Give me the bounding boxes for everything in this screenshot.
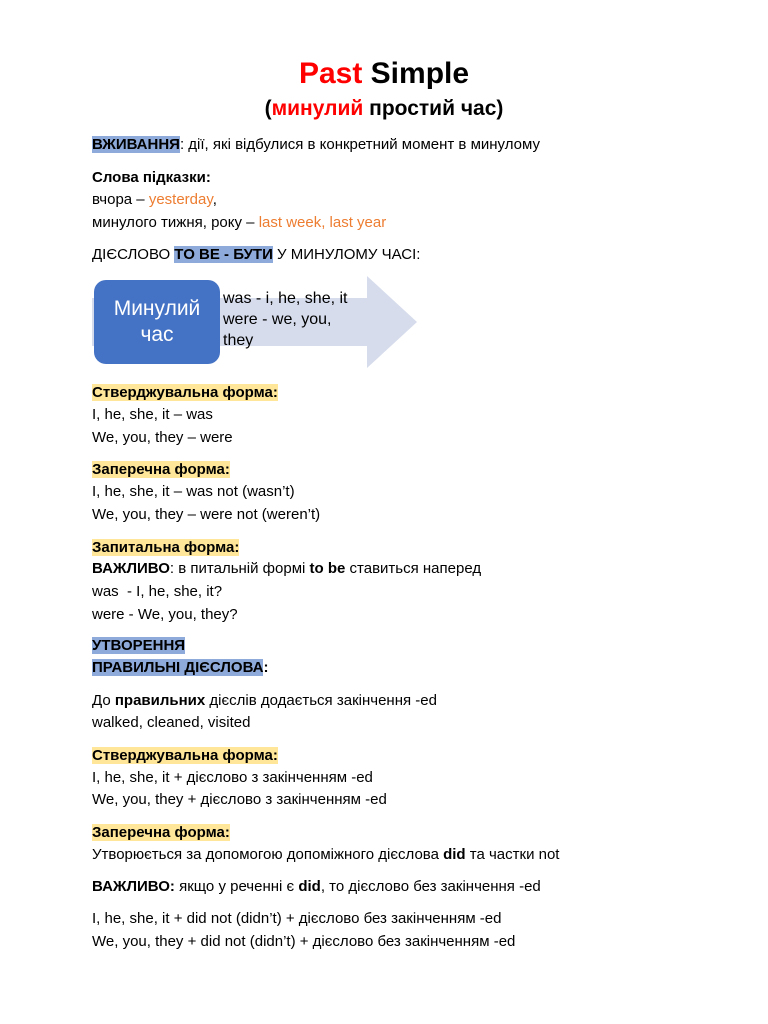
- to-be-suffix: У МИНУЛОМУ ЧАСІ:: [272, 246, 421, 263]
- to-be-prefix: ДІЄСЛОВО: [92, 246, 175, 263]
- question-line-2: were - We, you, they?: [92, 606, 238, 623]
- important-2-rule: [92, 877, 541, 897]
- regular-rule: [92, 691, 437, 711]
- negative-1-line-2: We, you, they – were not (weren’t): [92, 506, 321, 523]
- formation-heading: [92, 636, 185, 656]
- hints-line-1: [92, 190, 217, 210]
- question-to-be: to be: [309, 560, 346, 577]
- affirmative-1-label: Стверджувальна форма:: [92, 384, 278, 401]
- hint-last-week: last week, last year: [258, 214, 387, 231]
- title-past: Past: [298, 57, 363, 90]
- question-text-b: ставиться наперед: [345, 560, 482, 577]
- arrow-text: [223, 288, 348, 351]
- negative-2-text-a: Утворюється за допомогою допоміжного дієслова: [92, 846, 444, 863]
- affirmative-1-line-2: We, you, they – were: [92, 429, 233, 446]
- important-2-label: ВАЖЛИВО:: [92, 878, 175, 895]
- usage-line: [92, 135, 540, 155]
- arrow-line-1: was - i, he, she, it: [223, 290, 348, 307]
- subtitle-open: (: [264, 97, 272, 120]
- question-text-a: : в питальній формі: [169, 560, 310, 577]
- question-important: ВАЖЛИВО: [92, 560, 170, 577]
- regular-prefix: До: [92, 692, 115, 709]
- negative-2-label: Заперечна форма:: [92, 824, 230, 841]
- negative-1-label: Заперечна форма:: [92, 461, 230, 478]
- negative-2-rule: [92, 845, 559, 865]
- usage-text: : дії, які відбулися в конкретний момент в минулому: [179, 136, 540, 153]
- box-line-2: час: [140, 323, 174, 346]
- question-heading: [92, 538, 239, 558]
- negative-1-line-1: I, he, she, it – was not (wasn’t): [92, 483, 295, 500]
- question-line-1: was - I, he, she, it?: [92, 583, 223, 600]
- negative-2-did: did: [443, 846, 466, 863]
- regular-suffix: дієслів додається закінчення -ed: [205, 692, 437, 709]
- to-be-highlight: TO BE - БУТИ: [174, 246, 273, 263]
- hint-1-prefix: вчора –: [92, 191, 149, 208]
- arrow-line-3: they: [223, 332, 254, 349]
- hint-1-suffix: ,: [212, 191, 217, 208]
- negative-1-heading: [92, 460, 230, 480]
- affirmative-1-line-1: I, he, she, it – was: [92, 406, 213, 423]
- negative-2-text-b: та частки not: [465, 846, 560, 863]
- affirmative-2-label: Стверджувальна форма:: [92, 747, 278, 764]
- past-tense-diagram: [92, 276, 422, 368]
- affirmative-2-line-2: We, you, they + дієслово з закінченням -ed: [92, 791, 387, 808]
- box-line-1: Минулий: [113, 297, 201, 320]
- affirmative-1-heading: [92, 383, 278, 403]
- negative-example-2: We, you, they + did not (didn’t) + дієслово без закінченням -ed: [92, 933, 516, 950]
- affirmative-2-heading: [92, 746, 278, 766]
- past-time-box: [94, 280, 220, 364]
- important-2-text-a: якщо у реченні є: [174, 878, 299, 895]
- formation-label: УТВОРЕННЯ: [92, 637, 186, 654]
- hint-yesterday: yesterday: [148, 191, 213, 208]
- regular-bold: правильних: [114, 692, 206, 709]
- hints-label: Слова підказки:: [92, 169, 211, 186]
- regular-verbs-label: ПРАВИЛЬНІ ДІЄСЛОВА: [92, 659, 264, 676]
- subtitle-highlight: минулий: [271, 97, 364, 120]
- regular-verbs-heading: [92, 658, 268, 678]
- hint-2-prefix: минулого тижня, року –: [92, 214, 259, 231]
- hints-line-2: [92, 213, 386, 233]
- arrow-line-2: were - we, you,: [223, 311, 332, 328]
- page-subtitle: [0, 95, 768, 123]
- to-be-heading: [92, 245, 420, 265]
- usage-label: ВЖИВАННЯ: [92, 136, 180, 153]
- title-simple: Simple: [370, 57, 470, 90]
- affirmative-2-line-1: I, he, she, it + дієслово з закінченням -ed: [92, 769, 373, 786]
- negative-example-1: I, he, she, it + did not (didn’t) + дієслово без закінченням -ed: [92, 910, 502, 927]
- regular-examples: walked, cleaned, visited: [92, 714, 251, 731]
- question-rule: [92, 559, 481, 579]
- question-label: Запитальна форма:: [92, 539, 240, 556]
- page-title: [0, 56, 768, 92]
- important-2-did: did: [298, 878, 321, 895]
- regular-verbs-colon: :: [263, 659, 269, 676]
- subtitle-rest: простий час): [363, 97, 504, 120]
- negative-2-heading: [92, 823, 230, 843]
- important-2-text-b: , то дієслово без закінчення -ed: [320, 878, 541, 895]
